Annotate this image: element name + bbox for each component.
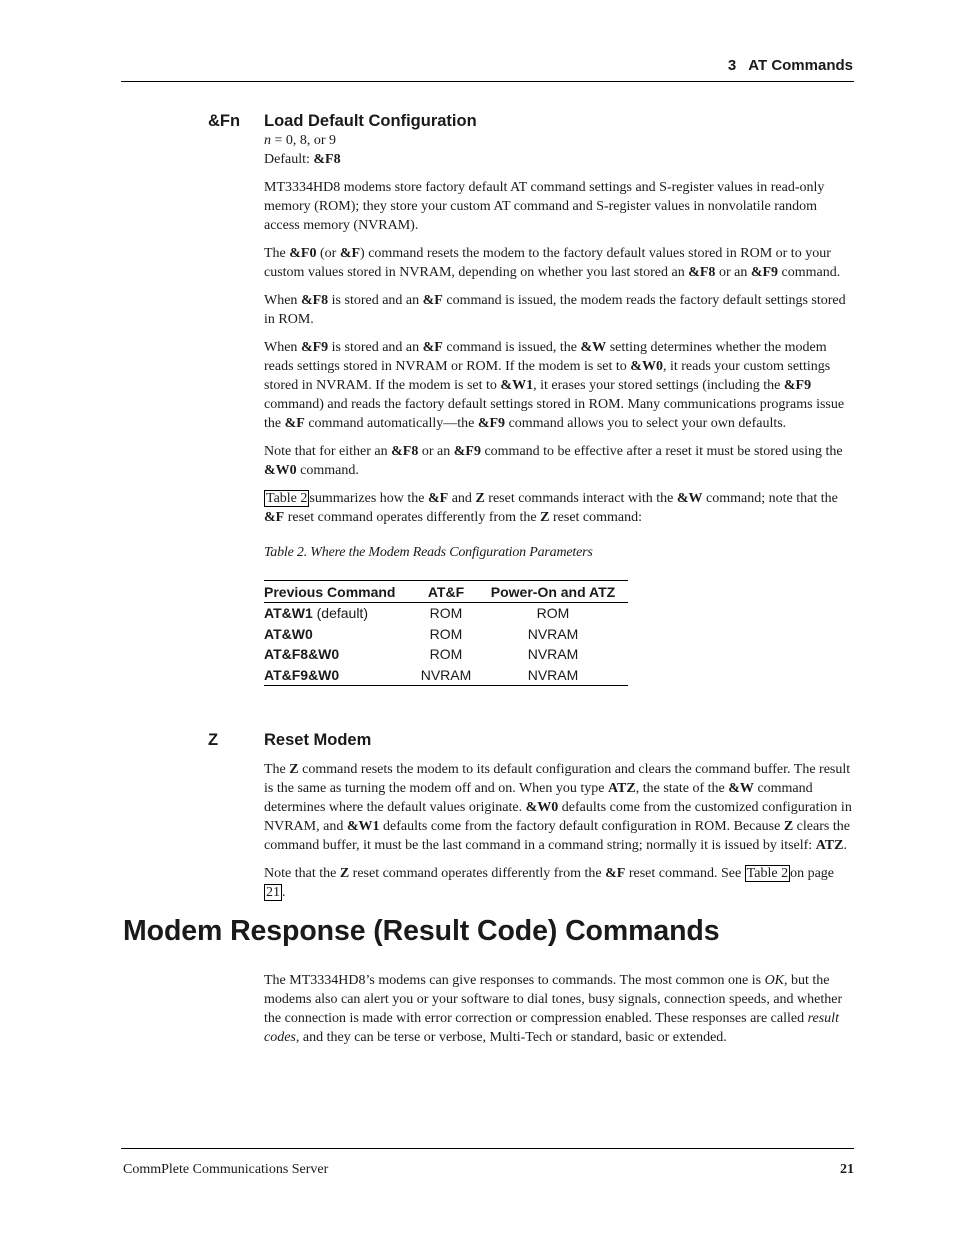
command-code: &Fn [208, 112, 241, 130]
paragraph: The &F0 (or &F) command resets the modem to the factory default values stored in ROM or to your custom values stored in NVRAM, depending on whether you last stored an &F8 or an &F9 command. [264, 246, 841, 280]
default-line [264, 150, 854, 169]
footer-title: CommPlete Communications Server [123, 1162, 329, 1177]
column-header: AT&F [414, 581, 478, 603]
table-row [264, 603, 628, 624]
paragraph: Note that for either an &F8 or an &F9 command to be effective after a reset it must be stored using the &W0 command. [264, 444, 843, 478]
power-on-cell: NVRAM [527, 646, 579, 663]
table-caption: Table 2. Where the Modem Reads Configuration Parameters [264, 545, 593, 560]
footer-rule [121, 1148, 854, 1149]
chapter-title: AT Commands [748, 57, 853, 74]
fn-section-body [264, 131, 854, 536]
chapter-number: 3 [727, 57, 737, 74]
atf-cell: ROM [429, 605, 463, 622]
atf-cell: ROM [429, 625, 463, 642]
previous-command-cell: AT&F8&W0 [264, 646, 340, 663]
power-on-cell: NVRAM [527, 625, 579, 642]
paragraph: When &F9 is stored and an &F command is issued, the &W setting determines whether the modem reads settings stored in NVRAM or ROM. If the modem is set to &W0, it reads your custom settings stored in NVRAM. If the modem is set to &W1, it erases your stored settings (including the &F9 command) and reads the factory default settings stored in ROM. Many communications programs issue the &F command automatically—the &F9 command allows you to select your own defaults. [264, 340, 845, 431]
paragraph: The MT3334HD8’s modems can give responses to commands. The most common one is OK, but the modems also can alert you or your software to dial tones, busy signals, connection speeds, and whether the connection is made with error correction or compression enabled. These responses are called result codes, and they can be terse or verbose, Multi-Tech or standard, basic or extended. [264, 973, 843, 1045]
table-2-link[interactable]: Table 2 [746, 866, 789, 881]
command-code: Z [208, 731, 219, 749]
header-rule [121, 81, 854, 82]
default-value: &F8 [313, 152, 341, 167]
power-on-cell: NVRAM [478, 665, 628, 686]
paragraph-text: summarizes how the &F and Z reset commands interact with the &W command; note that the &F reset command operates differently from the Z reset command: [264, 491, 838, 525]
atf-cell: ROM [429, 646, 463, 663]
z-section-body [264, 760, 854, 911]
default-label: Default: [264, 152, 314, 167]
paragraph-text: on page [790, 866, 835, 881]
previous-command-cell: AT&W0 [264, 625, 313, 642]
paragraph [264, 864, 854, 902]
paragraph: MT3334HD8 modems store factory default AT command settings and S-register values in read-only memory (ROM); they store your custom AT command and S-register values in nonvolatile random access memory (NVRAM). [264, 180, 825, 233]
previous-command-cell: AT&F9&W0 [264, 665, 414, 686]
page-link[interactable]: 21 [266, 885, 280, 900]
running-header [728, 57, 853, 74]
power-on-cell: ROM [536, 605, 570, 622]
paragraph: The Z command resets the modem to its default configuration and clears the command buffer. The result is the same as turning the modem off and on. When you type ATZ, the state of the &W command determines where the default values originate. &W0 defaults come from the customized configuration in NVRAM, and &W1 defaults come from the factory default configuration in ROM. Because Z clears the command buffer, it must be the last command in a command string; normally it is issued by itself: ATZ. [264, 762, 852, 853]
param-values: = 0, 8, or 9 [271, 133, 337, 148]
paragraph: When &F8 is stored and an &F command is issued, the modem reads the factory default settings stored in ROM. [264, 293, 846, 327]
section-heading: Modem Response (Result Code) Commands [123, 915, 720, 947]
page-number: 21 [840, 1162, 854, 1177]
table-row [264, 644, 628, 665]
table-row [264, 624, 628, 645]
command-title: Reset Modem [264, 731, 372, 749]
paragraph [264, 489, 854, 527]
table-row [264, 665, 628, 686]
command-title: Load Default Configuration [264, 112, 477, 130]
config-table [264, 580, 628, 686]
table-header-row [264, 581, 628, 603]
params-line [264, 131, 854, 150]
table-body [264, 603, 628, 686]
atf-cell: NVRAM [414, 665, 478, 686]
column-header: Previous Command [264, 581, 414, 603]
table-2-link[interactable]: Table 2 [266, 491, 308, 506]
previous-command-cell: AT&W1 (default) [264, 605, 368, 622]
column-header: Power-On and ATZ [478, 581, 628, 603]
section-body [264, 971, 854, 1056]
paragraph-text: . [282, 885, 286, 900]
paragraph-text: Note that the Z reset command operates differently from the &F reset command. See [264, 866, 745, 881]
param-variable: n [264, 133, 271, 148]
